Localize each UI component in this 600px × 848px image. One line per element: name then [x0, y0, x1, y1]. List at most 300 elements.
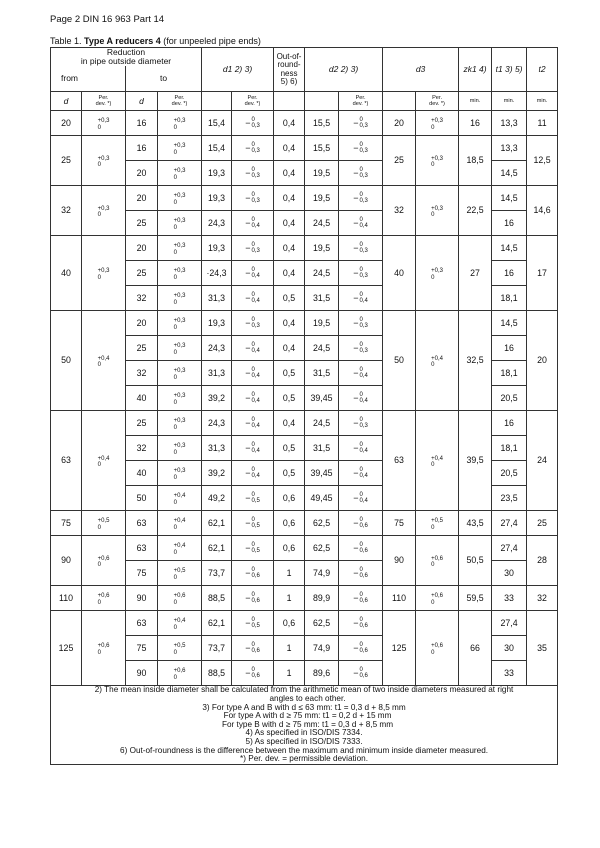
out-of-roundness-cell: 0,4: [274, 311, 305, 336]
d1-perdev-cell: [232, 336, 274, 361]
zk1-cell: 27: [459, 236, 492, 311]
footnote-line: 5) As specified in ISO/DIS 7333.: [245, 737, 363, 746]
to-d-cell: 20: [126, 236, 158, 261]
to-perdev-cell: [158, 586, 202, 611]
t2-cell: 24: [527, 411, 558, 511]
d3-perdev: +0,6 0: [431, 593, 443, 606]
d3-cell: 50: [383, 311, 416, 411]
d2-perdev: − 0 0,4: [353, 466, 368, 480]
d2-cell: 74,9: [305, 636, 339, 661]
col-d-from: d: [51, 92, 82, 111]
t2-cell: 17: [527, 236, 558, 311]
to-perdev: +0,3 0: [173, 243, 186, 256]
from-perdev: +0,3 0: [97, 205, 110, 219]
to-perdev-cell: [158, 186, 202, 211]
from-perdev: +0,6 0: [97, 555, 110, 569]
col-d3-perdev: Per. dev. *): [416, 92, 459, 111]
d1-perdev-cell: [232, 161, 274, 186]
d1-cell: 19,3: [202, 161, 232, 186]
d1-perdev: − 0 0,4: [245, 266, 260, 280]
d1-perdev: − 0 0,6: [245, 566, 260, 580]
to-perdev: +0,3 0: [173, 168, 186, 181]
d1-perdev-cell: [232, 186, 274, 211]
reducers-table: [50, 47, 558, 765]
d2-perdev: − 0 0,3: [353, 191, 368, 205]
d2-cell: 19,5: [305, 186, 339, 211]
to-d-cell: 20: [126, 311, 158, 336]
to-d-cell: 40: [126, 386, 158, 411]
d3-perdev-cell: [416, 186, 459, 236]
d1-cell: 19,3: [202, 311, 232, 336]
d2-perdev: − 0 0,6: [353, 666, 368, 680]
d2-perdev-cell: [339, 411, 383, 436]
footnote-line: 6) Out-of-roundness is the difference between the maximum and minimum inside diameter measured.: [120, 745, 489, 755]
d3-perdev-cell: [416, 411, 459, 511]
d1-perdev: − 0 0,4: [245, 466, 260, 480]
table-row: [51, 411, 558, 436]
table-caption: [50, 36, 261, 46]
to-perdev-cell: [158, 311, 202, 336]
col-d2-perdev: Per. dev. *): [339, 92, 383, 111]
out-of-roundness-cell: 0,6: [274, 511, 305, 536]
d1-perdev: − 0 0,4: [245, 366, 260, 380]
d1-perdev-cell: [232, 261, 274, 286]
zk1-cell: 59,5: [459, 586, 492, 611]
out-of-roundness-cell: 0,5: [274, 436, 305, 461]
d2-cell: 31,5: [305, 286, 339, 311]
to-perdev: +0,6 0: [173, 668, 186, 681]
to-perdev-cell: [158, 511, 202, 536]
table-notes: [51, 686, 558, 764]
to-perdev: +0,3 0: [173, 468, 186, 481]
d3-perdev: +0,6 0: [431, 555, 443, 569]
from-perdev: +0,5 0: [97, 518, 110, 531]
to-d-cell: 75: [126, 636, 158, 661]
from-perdev: +0,3 0: [97, 268, 110, 281]
d2-perdev-cell: [339, 286, 383, 311]
from-perdev-cell: [82, 311, 126, 411]
from-d-cell: 110: [51, 586, 82, 611]
t1-cell: 30: [492, 636, 527, 661]
d1-cell: 88,5: [202, 661, 232, 686]
zk1-cell: 22,5: [459, 186, 492, 236]
t1-cell: 13,3: [492, 111, 527, 136]
table-row: [51, 611, 558, 636]
reduction-header: Reduction in pipe outside diameter: [51, 48, 202, 66]
d1-cell: 31,3: [202, 286, 232, 311]
footnote-line: 3) For type A and B with d ≤ 63 mm: t1 = 0,3 d + 8,5 mm: [202, 702, 406, 712]
to-d-cell: 40: [126, 461, 158, 486]
d2-cell: 39,45: [305, 461, 339, 486]
d2-perdev-cell: [339, 336, 383, 361]
t1-cell: 27,4: [492, 536, 527, 561]
d3-perdev-cell: [416, 311, 459, 411]
from-d-cell: 40: [51, 236, 82, 311]
out-of-roundness-cell: 0,6: [274, 486, 305, 511]
to-perdev: +0,3 0: [173, 418, 186, 431]
to-d-cell: 16: [126, 111, 158, 136]
d1-perdev: − 0 0,3: [245, 116, 260, 130]
d3-cell: 40: [383, 236, 416, 311]
zk1-cell: 32,5: [459, 311, 492, 411]
d1-cell: 39,2: [202, 386, 232, 411]
table-row: [51, 311, 558, 336]
to-perdev: +0,3 0: [173, 143, 186, 156]
d1-cell: 15,4: [202, 136, 232, 161]
d2-perdev-cell: [339, 636, 383, 661]
d3-cell: 110: [383, 586, 416, 611]
d2-cell: 19,5: [305, 236, 339, 261]
to-d-cell: 16: [126, 136, 158, 161]
to-perdev: +0,3 0: [173, 318, 186, 331]
col-t1-min: min.: [492, 92, 527, 111]
out-of-roundness-header: Out-of- round- ness 5) 6): [274, 48, 305, 92]
t1-cell: 14,5: [492, 186, 527, 211]
to-perdev: +0,5 0: [173, 568, 186, 581]
t2-cell: 32: [527, 586, 558, 611]
d3-perdev: +0,3 0: [431, 155, 443, 169]
from-perdev: +0,4 0: [97, 455, 110, 469]
t1-cell: 18,1: [492, 361, 527, 386]
to-perdev: +0,3 0: [173, 268, 186, 281]
d1-cell: 62,1: [202, 536, 232, 561]
col-d-to: d: [126, 92, 158, 111]
d3-cell: 125: [383, 611, 416, 686]
t1-cell: 16: [492, 336, 527, 361]
d2-cell: 89,6: [305, 661, 339, 686]
footnote-line: angles to each other.: [269, 693, 346, 703]
out-of-roundness-cell: 0,6: [274, 611, 305, 636]
d2-perdev-cell: [339, 586, 383, 611]
d1-cell: 73,7: [202, 561, 232, 586]
d3-cell: 25: [383, 136, 416, 186]
d1-perdev: − 0 0,4: [245, 416, 260, 430]
d3-perdev: +0,5 0: [431, 518, 443, 531]
to-d-cell: 25: [126, 411, 158, 436]
t1-cell: 20,5: [492, 461, 527, 486]
caption-suffix: (for unpeeled pipe ends): [163, 36, 261, 46]
out-of-roundness-cell: 1: [274, 561, 305, 586]
d2-cell: 39,45: [305, 386, 339, 411]
d1-cell: 31,3: [202, 361, 232, 386]
table-row: [51, 536, 558, 561]
from-perdev-cell: [82, 411, 126, 511]
d2-perdev: − 0 0,3: [353, 141, 368, 155]
d2-cell: 15,5: [305, 136, 339, 161]
from-perdev-cell: [82, 186, 126, 236]
table-body: [51, 111, 558, 686]
d1-perdev-cell: [232, 411, 274, 436]
d2-perdev-cell: [339, 161, 383, 186]
table-row: [51, 186, 558, 211]
col-d1-val: [202, 92, 232, 111]
d1-perdev: − 0 0,6: [245, 666, 260, 680]
from-d-cell: 90: [51, 536, 82, 586]
d3-cell: 63: [383, 411, 416, 511]
t1-cell: 30: [492, 561, 527, 586]
caption-prefix: Table 1.: [50, 36, 82, 46]
t1-header: t1 3) 5): [492, 48, 527, 92]
from-d-cell: 125: [51, 611, 82, 686]
d2-perdev: − 0 0,3: [353, 241, 368, 255]
d1-perdev-cell: [232, 636, 274, 661]
to-d-cell: 20: [126, 186, 158, 211]
from-perdev: +0,4 0: [97, 355, 110, 369]
t1-cell: 20,5: [492, 386, 527, 411]
d3-perdev-cell: [416, 611, 459, 686]
d2-perdev-cell: [339, 661, 383, 686]
to-perdev-cell: [158, 336, 202, 361]
to-perdev: +0,3 0: [173, 293, 186, 306]
out-of-roundness-cell: 0,4: [274, 186, 305, 211]
from-d-cell: 25: [51, 136, 82, 186]
d1-perdev: − 0 0,4: [245, 441, 260, 455]
d1-perdev: − 0 0,5: [245, 616, 260, 630]
t2-cell: 14,6: [527, 186, 558, 236]
d2-perdev: − 0 0,3: [353, 316, 368, 330]
d2-perdev: − 0 0,4: [353, 216, 368, 230]
d1-perdev-cell: [232, 561, 274, 586]
d2-perdev: − 0 0,3: [353, 266, 368, 280]
out-of-roundness-cell: 1: [274, 661, 305, 686]
d2-cell: 19,5: [305, 311, 339, 336]
d3-perdev: +0,3 0: [431, 205, 443, 219]
footnote-line: *) Per. dev. = permissible deviation.: [240, 754, 368, 764]
to-d-cell: 90: [126, 586, 158, 611]
out-of-roundness-cell: 0,4: [274, 111, 305, 136]
footnote-line: For type A with d ≥ 75 mm: t1 = 0,2 d + 15 mm: [223, 711, 392, 721]
out-of-roundness-cell: 0,5: [274, 361, 305, 386]
from-perdev-cell: [82, 511, 126, 536]
d1-cell: ·24,3: [202, 261, 232, 286]
out-of-roundness-cell: 0,4: [274, 236, 305, 261]
d1-perdev: − 0 0,6: [245, 641, 260, 655]
d2-cell: 24,5: [305, 211, 339, 236]
d2-perdev: − 0 0,6: [353, 541, 368, 555]
to-perdev-cell: [158, 436, 202, 461]
page-header: Page 2 DIN 16 963 Part 14: [50, 14, 165, 25]
d2-perdev: − 0 0,6: [353, 566, 368, 580]
t1-cell: 14,5: [492, 311, 527, 336]
t1-cell: 14,5: [492, 161, 527, 186]
d1-perdev-cell: [232, 286, 274, 311]
d2-perdev-cell: [339, 386, 383, 411]
d1-perdev-cell: [232, 136, 274, 161]
to-perdev-cell: [158, 461, 202, 486]
to-d-cell: 75: [126, 561, 158, 586]
to-perdev: +0,3 0: [173, 368, 186, 381]
d2-perdev-cell: [339, 186, 383, 211]
col-zk1-min: min.: [459, 92, 492, 111]
from-d-cell: 32: [51, 186, 82, 236]
to-d-cell: 32: [126, 361, 158, 386]
d1-cell: 31,3: [202, 436, 232, 461]
d1-cell: 24,3: [202, 336, 232, 361]
out-of-roundness-cell: 0,4: [274, 211, 305, 236]
to-perdev-cell: [158, 661, 202, 686]
t1-cell: 27,4: [492, 611, 527, 636]
to-d-cell: 50: [126, 486, 158, 511]
d2-perdev-cell: [339, 536, 383, 561]
d2-perdev: − 0 0,3: [353, 416, 368, 430]
from-d-cell: 63: [51, 411, 82, 511]
d1-perdev-cell: [232, 536, 274, 561]
to-perdev: +0,3 0: [173, 118, 186, 131]
d1-perdev: − 0 0,5: [245, 491, 260, 505]
d2-perdev-cell: [339, 486, 383, 511]
from-perdev: +0,6 0: [97, 643, 110, 656]
t1-cell: 16: [492, 411, 527, 436]
out-of-roundness-cell: 1: [274, 636, 305, 661]
d2-perdev-cell: [339, 461, 383, 486]
col-perdev-to: Per. dev. *): [158, 92, 202, 111]
d1-perdev: − 0 0,4: [245, 216, 260, 230]
d3-cell: 32: [383, 186, 416, 236]
to-perdev-cell: [158, 286, 202, 311]
d1-perdev: − 0 0,5: [245, 516, 260, 530]
to-perdev: +0,4 0: [173, 618, 186, 631]
d1-perdev-cell: [232, 361, 274, 386]
to-perdev: +0,3 0: [173, 193, 186, 206]
zk1-cell: 43,5: [459, 511, 492, 536]
table-row: [51, 136, 558, 161]
d1-perdev: − 0 0,3: [245, 166, 260, 180]
t2-header: t2: [527, 48, 558, 92]
out-of-roundness-cell: 1: [274, 586, 305, 611]
table-row: [51, 236, 558, 261]
d3-cell: 75: [383, 511, 416, 536]
d2-cell: 24,5: [305, 336, 339, 361]
d2-perdev-cell: [339, 611, 383, 636]
d1-cell: 73,7: [202, 636, 232, 661]
d2-perdev: − 0 0,4: [353, 366, 368, 380]
out-of-roundness-cell: 0,5: [274, 386, 305, 411]
from-perdev-cell: [82, 611, 126, 686]
t1-cell: 16: [492, 211, 527, 236]
d2-cell: 31,5: [305, 436, 339, 461]
to-perdev-cell: [158, 411, 202, 436]
d2-perdev: − 0 0,6: [353, 516, 368, 530]
to-d-cell: 32: [126, 286, 158, 311]
to-perdev: +0,4 0: [173, 543, 186, 556]
to-perdev-cell: [158, 111, 202, 136]
to-perdev-cell: [158, 486, 202, 511]
to-perdev: +0,4 0: [173, 518, 186, 531]
to-d-cell: 20: [126, 161, 158, 186]
d3-perdev-cell: [416, 536, 459, 586]
d1-perdev: − 0 0,5: [245, 541, 260, 555]
t1-cell: 23,5: [492, 486, 527, 511]
caption-title: Type A reducers 4: [84, 36, 161, 46]
from-perdev: +0,3 0: [97, 155, 110, 169]
d2-cell: 62,5: [305, 536, 339, 561]
d1-cell: 15,4: [202, 111, 232, 136]
d2-perdev-cell: [339, 111, 383, 136]
d2-perdev-cell: [339, 561, 383, 586]
to-perdev: +0,3 0: [173, 443, 186, 456]
t1-cell: 18,1: [492, 286, 527, 311]
d2-cell: 49,45: [305, 486, 339, 511]
d1-perdev-cell: [232, 586, 274, 611]
from-perdev: +0,6 0: [97, 593, 110, 606]
d3-perdev-cell: [416, 511, 459, 536]
to-d-cell: 63: [126, 511, 158, 536]
d1-cell: 19,3: [202, 186, 232, 211]
d3-perdev: +0,4 0: [431, 355, 443, 369]
col-d3-val: [383, 92, 416, 111]
d2-cell: 62,5: [305, 511, 339, 536]
zk1-cell: 50,5: [459, 536, 492, 586]
d3-cell: 90: [383, 536, 416, 586]
to-d-cell: 63: [126, 611, 158, 636]
d2-perdev: − 0 0,4: [353, 391, 368, 405]
zk1-header: zk1 4): [459, 48, 492, 92]
d1-cell: 62,1: [202, 511, 232, 536]
out-of-roundness-cell: 0,4: [274, 336, 305, 361]
col-perdev-from: Per. dev. *): [82, 92, 126, 111]
to-perdev-cell: [158, 386, 202, 411]
d3-perdev-cell: [416, 586, 459, 611]
d1-perdev: − 0 0,4: [245, 291, 260, 305]
d2-cell: 74,9: [305, 561, 339, 586]
d2-perdev-cell: [339, 436, 383, 461]
d2-perdev: − 0 0,3: [353, 116, 368, 130]
d1-cell: 24,3: [202, 411, 232, 436]
to-perdev-cell: [158, 261, 202, 286]
to-perdev-cell: [158, 636, 202, 661]
out-of-roundness-cell: 0,4: [274, 261, 305, 286]
out-of-roundness-cell: 0,5: [274, 286, 305, 311]
t2-cell: 35: [527, 611, 558, 686]
t1-cell: 14,5: [492, 236, 527, 261]
d2-cell: 31,5: [305, 361, 339, 386]
d2-cell: 62,5: [305, 611, 339, 636]
to-d-cell: 63: [126, 536, 158, 561]
d1-perdev: − 0 0,3: [245, 241, 260, 255]
t1-cell: 27,4: [492, 511, 527, 536]
to-d-cell: 25: [126, 261, 158, 286]
zk1-cell: 16: [459, 111, 492, 136]
out-of-roundness-cell: 0,4: [274, 136, 305, 161]
t1-cell: 16: [492, 261, 527, 286]
t2-cell: 20: [527, 311, 558, 411]
d2-perdev-cell: [339, 236, 383, 261]
col-d2-val: [305, 92, 339, 111]
col-t2-min: min.: [527, 92, 558, 111]
d3-perdev: +0,3 0: [431, 118, 443, 131]
to-perdev-cell: [158, 611, 202, 636]
d1-perdev-cell: [232, 386, 274, 411]
d3-perdev-cell: [416, 111, 459, 136]
from-header: from: [51, 66, 126, 92]
out-of-roundness-cell: 0,4: [274, 161, 305, 186]
d1-perdev: − 0 0,3: [245, 316, 260, 330]
d1-header: d1 2) 3): [202, 48, 274, 92]
zk1-cell: 18,5: [459, 136, 492, 186]
to-perdev: +0,3 0: [173, 343, 186, 356]
d3-cell: 20: [383, 111, 416, 136]
d2-perdev: − 0 0,4: [353, 441, 368, 455]
t2-cell: 11: [527, 111, 558, 136]
from-perdev: +0,3 0: [97, 118, 110, 131]
t2-cell: 12,5: [527, 136, 558, 186]
to-perdev-cell: [158, 161, 202, 186]
d3-perdev-cell: [416, 136, 459, 186]
out-of-roundness-cell: 0,5: [274, 461, 305, 486]
d1-perdev-cell: [232, 611, 274, 636]
footnotes: [51, 686, 558, 764]
d1-cell: 24,3: [202, 211, 232, 236]
